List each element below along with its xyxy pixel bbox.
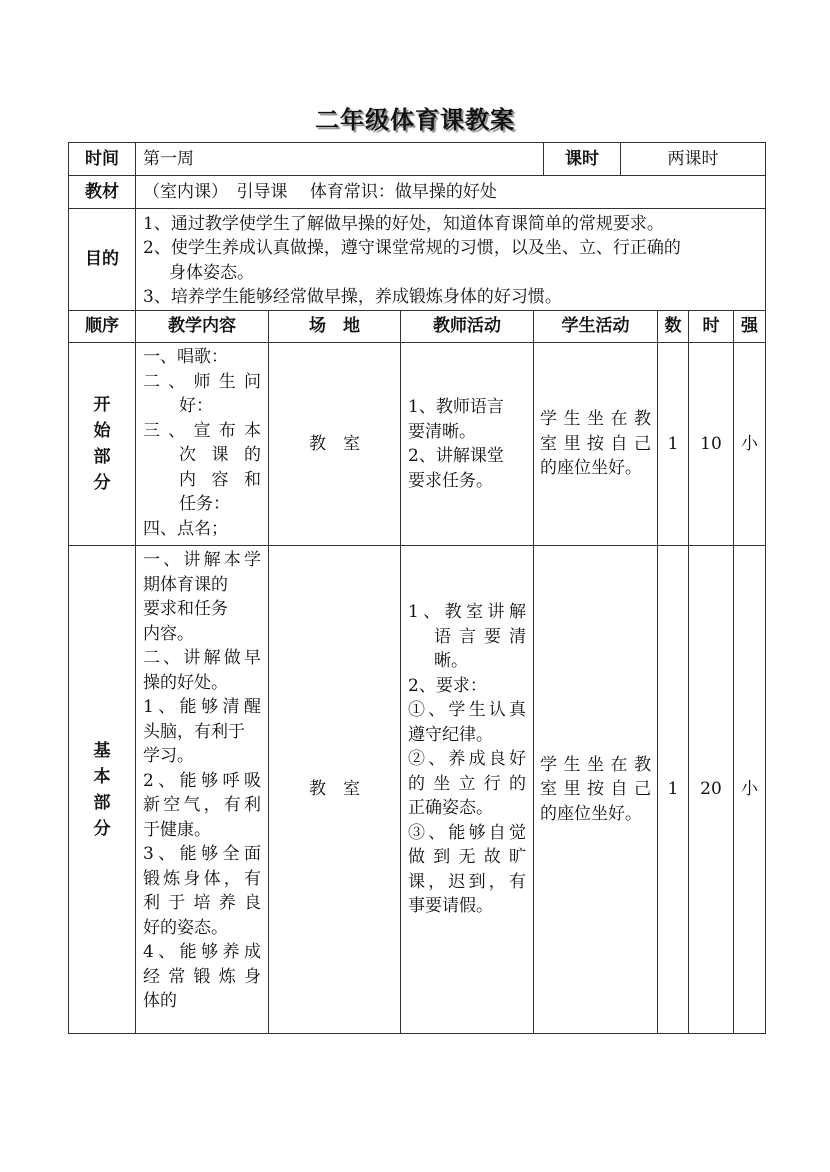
teacher-line: 要求任务。	[408, 470, 493, 491]
section-name-char: 始	[93, 421, 111, 441]
content-line: 1、能够清醒	[143, 697, 261, 717]
minutes-cell: 20	[689, 546, 734, 1034]
content-line: 四、点名；	[143, 518, 228, 539]
content-line: 2、能够呼吸	[143, 770, 261, 791]
period-label: 课时	[544, 143, 621, 176]
goal-line: 2、使学生养成认真做操，遵守课堂常规的习惯，以及坐、立、行正确的	[143, 238, 681, 258]
content-line: 经常锻炼身	[143, 966, 261, 987]
col-intensity: 强	[734, 311, 766, 343]
student-line: 室里按自己	[540, 779, 651, 800]
col-count: 数	[658, 311, 689, 343]
time-value: 第一周	[136, 143, 544, 176]
student-line: 的座位坐好。	[540, 803, 642, 824]
teacher-line: 1、教室讲解	[408, 602, 526, 623]
content-line: 体的	[143, 991, 177, 1011]
section-name	[69, 546, 136, 1034]
header-row	[69, 311, 766, 343]
col-student: 学生活动	[534, 311, 658, 343]
page-title: 二年级体育课教案	[315, 106, 515, 134]
student-line: 学生坐在教	[540, 409, 651, 430]
teacher-line: 晰。	[434, 651, 468, 672]
student-activity-cell	[534, 343, 658, 546]
content-line: 一、讲解本学	[143, 550, 261, 570]
goal-line: 1、通过教学使学生了解做早操的好处，知道体育课简单的常规要求。	[143, 213, 664, 234]
section-name-char: 开	[93, 395, 111, 415]
content-line: 内容。	[143, 623, 194, 644]
content-line: 三、宣布本	[143, 420, 261, 441]
content-line: 4、能够养成	[143, 942, 261, 962]
teacher-line: 要清晰。	[408, 421, 476, 442]
count-cell: 1	[658, 546, 689, 1034]
col-order: 顺序	[69, 311, 136, 343]
col-content: 教学内容	[136, 311, 269, 343]
section-name-char: 本	[93, 766, 111, 787]
venue-cell: 教 室	[269, 343, 401, 546]
section-name-char: 分	[93, 473, 111, 493]
content-line: 利于培养良	[143, 893, 261, 913]
section-name-char: 分	[93, 818, 111, 839]
intensity-cell: 小	[734, 546, 766, 1034]
content-line: 新空气，有利	[143, 795, 261, 815]
section-name-char: 部	[93, 792, 111, 813]
content-line: 要求和任务	[143, 599, 228, 619]
period-value: 两课时	[621, 143, 766, 176]
student-line: 的座位坐好。	[540, 458, 642, 479]
teacher-line: 事要请假。	[408, 896, 493, 917]
teaching-content-cell	[136, 343, 269, 546]
content-line: 期体育课的	[143, 574, 228, 595]
minutes-cell: 10	[689, 343, 734, 546]
teacher-line: 做到无故旷	[408, 847, 526, 868]
col-venue: 场 地	[269, 311, 401, 343]
intensity-cell: 小	[734, 343, 766, 546]
col-teacher: 教师活动	[401, 311, 534, 343]
content-line: 3、能够全面	[143, 844, 261, 864]
content-line: 内容和	[179, 469, 261, 490]
content-line: 于健康。	[143, 819, 211, 840]
section-row-start	[69, 343, 766, 546]
teacher-line: 正确姿态。	[408, 798, 493, 819]
goal-line: 3、培养学生能够经常做早操，养成锻炼身体的好习惯。	[143, 287, 562, 307]
material-label: 教材	[69, 176, 136, 209]
col-time: 时	[689, 311, 734, 343]
student-activity-cell	[534, 546, 658, 1034]
content-line: 好：	[179, 396, 213, 416]
teacher-line: 课，迟到，有	[408, 871, 526, 892]
teacher-line: 1、教师语言	[408, 397, 504, 417]
teacher-line: ③、能够自觉	[408, 822, 526, 843]
content-line: 锻炼身体，有	[143, 868, 261, 889]
goal-label: 目的	[69, 209, 136, 311]
section-name-char: 基	[93, 740, 111, 761]
teacher-line: 的坐立行的	[408, 773, 526, 794]
lesson-plan-table	[68, 310, 766, 1034]
student-line: 室里按自己	[540, 433, 651, 454]
teacher-line: ①、学生认真	[408, 700, 526, 721]
section-name-char: 部	[93, 447, 111, 467]
content-line: 二、师生问	[143, 371, 261, 392]
material-value: （室内课） 引导课 体育常识：做早操的好处	[136, 176, 766, 209]
content-line: 头脑，有利于	[143, 721, 245, 742]
teaching-content-cell	[136, 546, 269, 1034]
lesson-info-table	[68, 142, 766, 311]
teacher-activity-cell	[401, 546, 534, 1034]
section-name	[69, 343, 136, 546]
student-line: 学生坐在教	[540, 754, 651, 775]
teacher-line: 2、要求：	[408, 675, 487, 696]
teacher-activity-cell	[401, 343, 534, 546]
section-row-basic	[69, 546, 766, 1034]
content-line: 好的姿态。	[143, 917, 228, 938]
content-line: 任务：	[179, 494, 230, 514]
teacher-line: 语言要清	[434, 626, 526, 647]
time-label: 时间	[69, 143, 136, 176]
venue-cell: 教 室	[269, 546, 401, 1034]
content-line: 二、讲解做早	[143, 648, 261, 668]
teacher-line: 2、讲解课堂	[408, 446, 504, 466]
content-line: 一、唱歌：	[143, 347, 228, 367]
goals-cell	[136, 209, 766, 311]
teacher-line: 遵守纪律。	[408, 724, 493, 745]
teacher-line: ②、养成良好	[408, 749, 526, 770]
content-line: 学习。	[143, 746, 194, 766]
goal-line: 身体姿态。	[169, 262, 254, 283]
content-line: 次课的	[179, 445, 261, 465]
content-line: 操的好处。	[143, 672, 228, 693]
count-cell: 1	[658, 343, 689, 546]
